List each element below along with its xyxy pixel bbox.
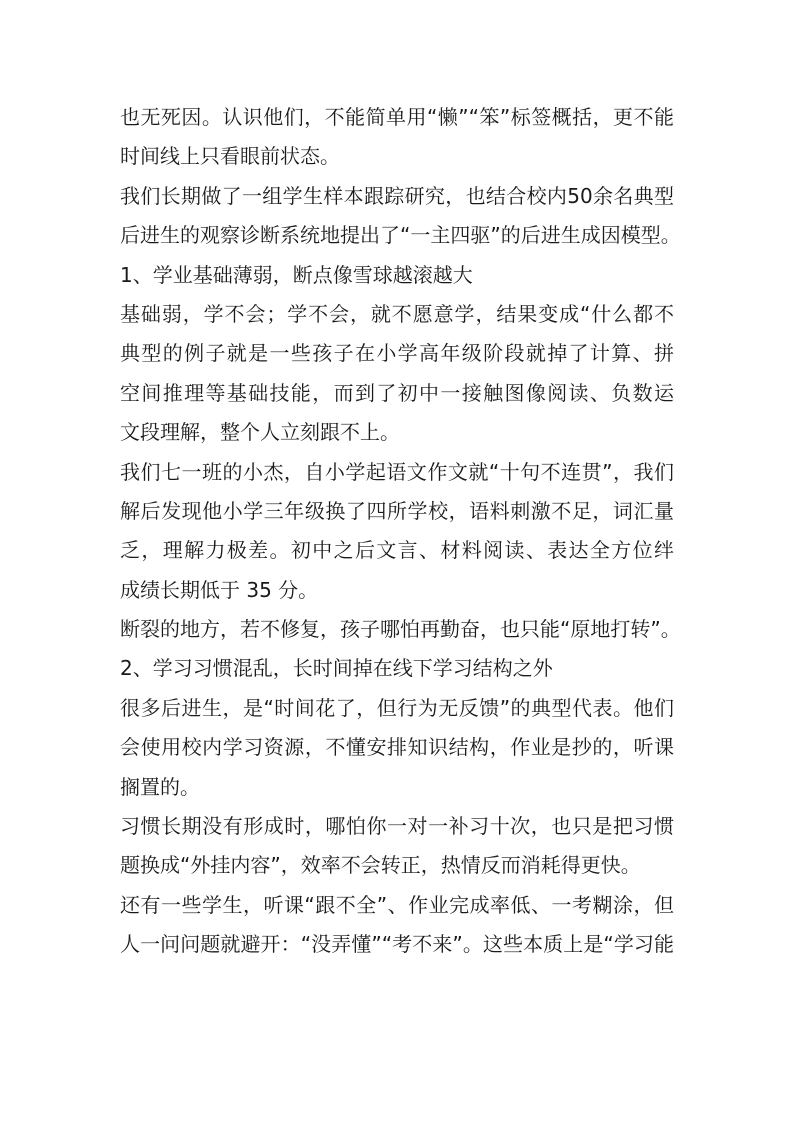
text-line: 乏，理解力极差。初中之后文言、材料阅读、表达全方位绊: [120, 538, 674, 563]
text-line: 2、学习习惯混乱，长时间掉在线下学习结构之外: [120, 656, 553, 681]
text-line: 题换成“外挂内容”，效率不会转正，热情反而消耗得更快。: [120, 853, 641, 878]
paragraph: [120, 98, 674, 177]
text-line: 还有一些学生，听课“跟不全”、作业完成率低、一考糊涂，但: [120, 892, 674, 917]
text-line: 会使用校内学习资源，不懂安排知识结构，作业是抄的，听课: [120, 735, 674, 760]
text-line: 断裂的地方，若不修复，孩子哪怕再勤奋，也只能“原地打转”。: [120, 617, 681, 642]
paragraph: [120, 886, 674, 965]
text-line: 后进生的观察诊断系统地提出了“一主四驱”的后进生成因模型。: [120, 223, 681, 248]
document-body: [120, 98, 681, 965]
text-line: 很多后进生，是“时间花了，但行为无反馈”的典型代表。他们: [120, 695, 674, 720]
paragraph: [120, 689, 674, 807]
text-line: 典型的例子就是一些孩子在小学高年级阶段就掉了计算、拼: [120, 341, 674, 366]
text-line: 解后发现他小学三年级换了四所学校，语料刺激不足，词汇量: [120, 498, 674, 523]
text-line: 空间推理等基础技能，而到了初中一接触图像阅读、负数运: [120, 380, 674, 405]
text-line: 1、学业基础薄弱，断点像雪球越滚越大: [120, 262, 473, 287]
text-line: 成绩长期低于 35 分。: [120, 577, 319, 602]
paragraph: [120, 649, 674, 688]
text-line: 我们七一班的小杰，自小学起语文作文就“十句不连贯”，我们: [120, 459, 674, 484]
paragraph: [120, 453, 674, 611]
text-line: 基础弱，学不会；学不会，就不愿意学，结果变成“什么都不: [120, 301, 674, 326]
paragraph: [120, 610, 681, 649]
text-line: 习惯长期没有形成时，哪怕你一对一补习十次，也只是把习惯: [120, 814, 674, 839]
paragraph: [120, 807, 674, 886]
text-line: 搁置的。: [120, 774, 200, 799]
text-line: 文段理解，整个人立刻跟不上。: [120, 420, 400, 445]
text-line: 也无死因。认识他们，不能简单用“懒”“笨”标签概括，更不能: [120, 105, 674, 129]
text-line: 我们长期做了一组学生样本跟踪研究，也结合校内50余名典型: [120, 183, 674, 208]
text-line: 人一问问题就避开：“没弄懂”“考不来”。这些本质上是“学习能: [120, 932, 674, 957]
paragraph: [120, 256, 674, 295]
paragraph: [120, 177, 681, 256]
text-line: 时间线上只看眼前状态。: [120, 144, 340, 169]
paragraph: [120, 295, 674, 453]
